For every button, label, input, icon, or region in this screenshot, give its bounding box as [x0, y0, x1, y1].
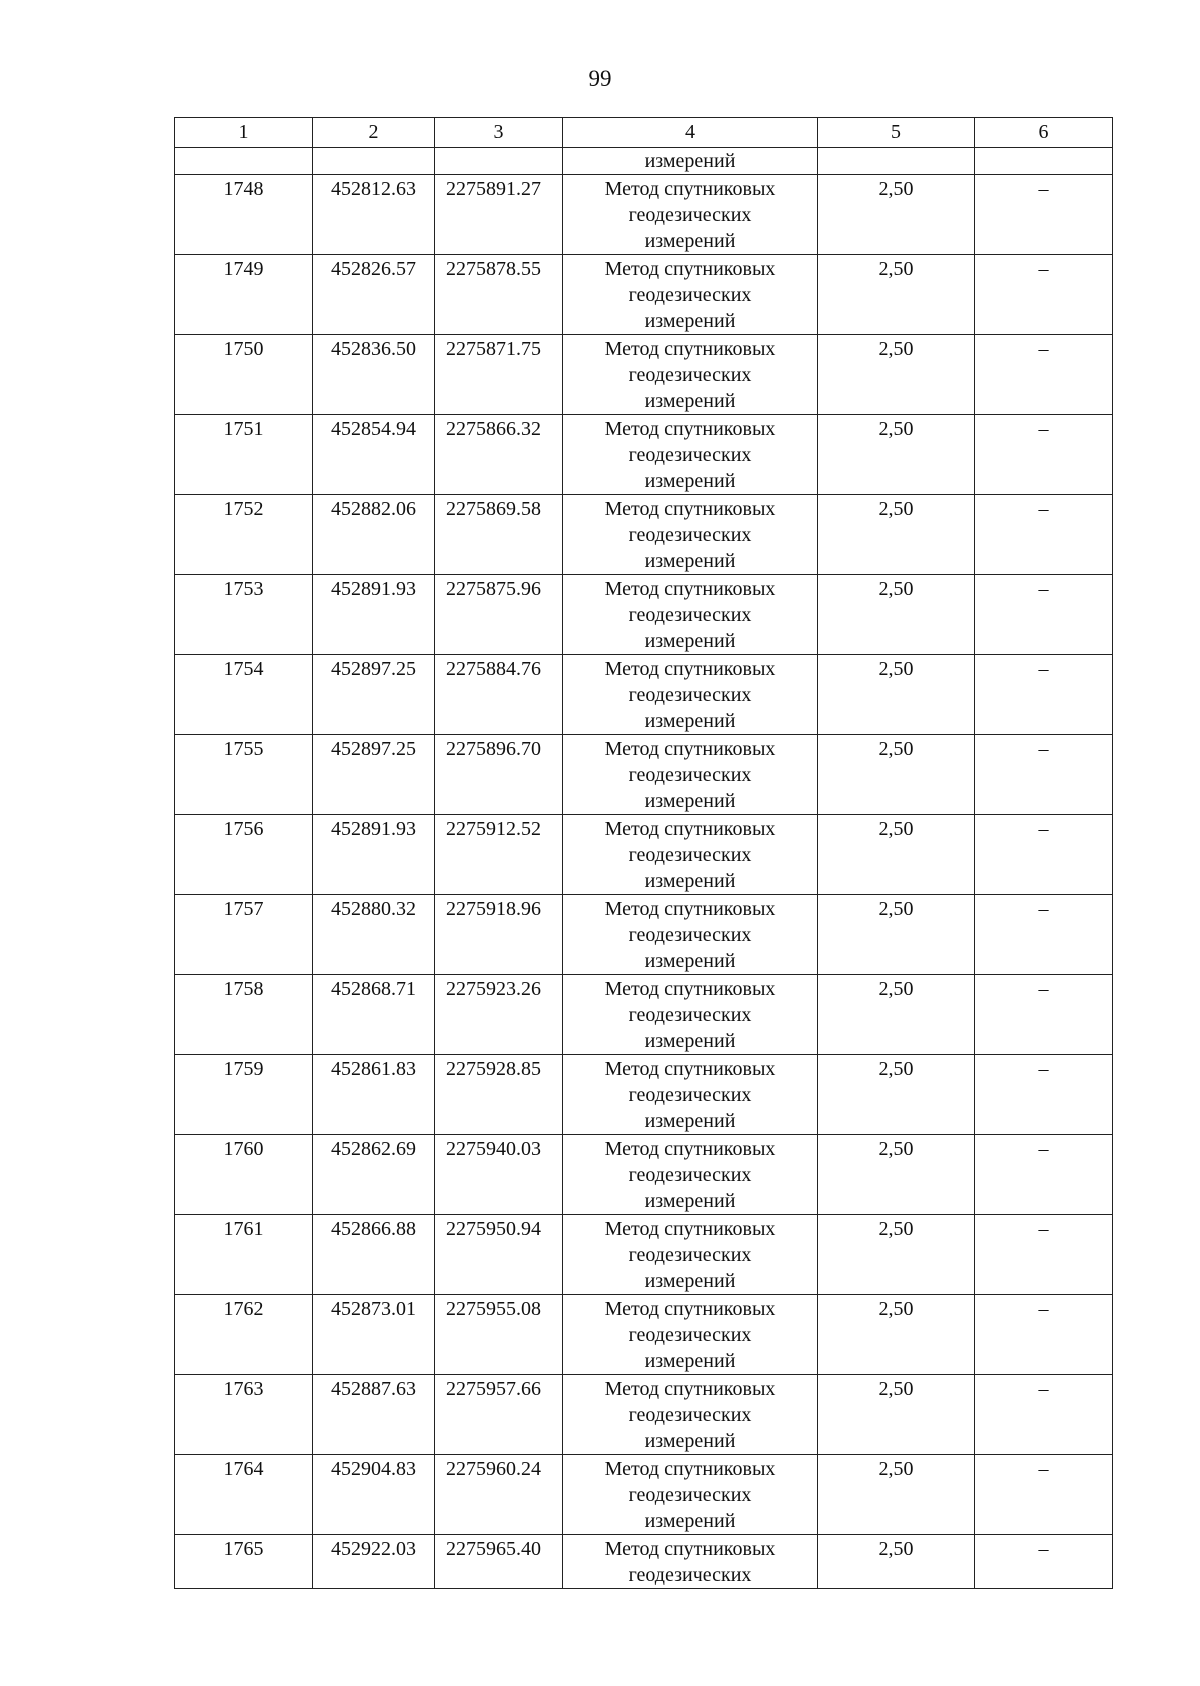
- point-number-cell: 1762: [175, 1295, 313, 1375]
- method-text-line: геодезических: [628, 1164, 752, 1186]
- x-coordinate-cell: 452897.25: [313, 655, 435, 735]
- method-text-line: Метод спутниковых: [604, 1378, 776, 1400]
- x-coordinate-cell: 452891.93: [313, 815, 435, 895]
- table-row: [175, 895, 1113, 975]
- table-row: [175, 575, 1113, 655]
- method-text-line: Метод спутниковых: [604, 1538, 776, 1560]
- column-header: 4: [563, 118, 818, 148]
- note-cell: –: [975, 1215, 1113, 1295]
- method-text-line: геодезических: [628, 844, 752, 866]
- accuracy-cell: 2,50: [818, 175, 975, 255]
- accuracy-cell: 2,50: [818, 975, 975, 1055]
- note-cell: –: [975, 335, 1113, 415]
- method-text-line: Метод спутниковых: [604, 1058, 776, 1080]
- method-text-line: Метод спутниковых: [604, 578, 776, 600]
- method-cell: [563, 1055, 818, 1135]
- method-text-line: Метод спутниковых: [604, 258, 776, 280]
- method-text-line: геодезических: [628, 364, 752, 386]
- point-number-cell: 1759: [175, 1055, 313, 1135]
- method-text-line: измерений: [644, 550, 736, 572]
- method-text-line: Метод спутниковых: [604, 498, 776, 520]
- point-number-cell: 1753: [175, 575, 313, 655]
- page-number: 99: [588, 66, 612, 91]
- accuracy-cell: 2,50: [818, 1295, 975, 1375]
- column-header: 2: [313, 118, 435, 148]
- method-cell: [563, 255, 818, 335]
- column-header: 3: [435, 118, 563, 148]
- y-coordinate-cell: 2275912.52: [435, 815, 563, 895]
- y-coordinate-cell: 2275891.27: [435, 175, 563, 255]
- method-text-line: Метод спутниковых: [604, 1138, 776, 1160]
- method-text-line: геодезических: [628, 1404, 752, 1426]
- accuracy-cell: 2,50: [818, 255, 975, 335]
- x-coordinate-cell: 452891.93: [313, 575, 435, 655]
- x-coordinate-cell: 452873.01: [313, 1295, 435, 1375]
- note-cell: –: [975, 655, 1113, 735]
- header-row: [175, 118, 1113, 148]
- point-number-cell: 1765: [175, 1535, 313, 1589]
- coordinates-table: [174, 117, 1113, 1589]
- x-coordinate-cell: 452868.71: [313, 975, 435, 1055]
- method-text-line: геодезических: [628, 1004, 752, 1026]
- method-text-line: Метод спутниковых: [604, 1458, 776, 1480]
- method-cell: [563, 655, 818, 735]
- method-text-line: измерений: [644, 310, 736, 332]
- x-coordinate-cell: 452880.32: [313, 895, 435, 975]
- x-coordinate-cell: 452862.69: [313, 1135, 435, 1215]
- point-number-cell: 1748: [175, 175, 313, 255]
- note-cell: –: [975, 815, 1113, 895]
- y-coordinate-cell: 2275940.03: [435, 1135, 563, 1215]
- method-text-line: геодезических: [628, 1324, 752, 1346]
- column-header: 6: [975, 118, 1113, 148]
- note-cell: –: [975, 975, 1113, 1055]
- method-text-line: измерений: [644, 790, 736, 812]
- note-cell: –: [975, 1535, 1113, 1589]
- method-text-line: измерений: [644, 950, 736, 972]
- method-text-line: Метод спутниковых: [604, 978, 776, 1000]
- accuracy-cell: 2,50: [818, 1535, 975, 1589]
- method-text-line: геодезических: [628, 204, 752, 226]
- x-coordinate-cell: 452887.63: [313, 1375, 435, 1455]
- point-number-cell: 1756: [175, 815, 313, 895]
- accuracy-cell: 2,50: [818, 895, 975, 975]
- table-row: [175, 735, 1113, 815]
- accuracy-cell: 2,50: [818, 735, 975, 815]
- x-coordinate-cell: 452826.57: [313, 255, 435, 335]
- accuracy-cell: 2,50: [818, 335, 975, 415]
- y-coordinate-cell: 2275957.66: [435, 1375, 563, 1455]
- table-row: [175, 1455, 1113, 1535]
- table-row: [175, 255, 1113, 335]
- method-text-line: геодезических: [628, 1244, 752, 1266]
- accuracy-cell: 2,50: [818, 1135, 975, 1215]
- x-coordinate-cell: 452836.50: [313, 335, 435, 415]
- table-row: [175, 1215, 1113, 1295]
- continuation-row: [175, 148, 1113, 175]
- table-row: [175, 1295, 1113, 1375]
- accuracy-cell: 2,50: [818, 655, 975, 735]
- note-cell: –: [975, 1455, 1113, 1535]
- empty-cell: [313, 148, 435, 175]
- method-cell: [563, 1295, 818, 1375]
- method-text-line: геодезических: [628, 1564, 752, 1586]
- y-coordinate-cell: 2275928.85: [435, 1055, 563, 1135]
- y-coordinate-cell: 2275950.94: [435, 1215, 563, 1295]
- method-cell: [563, 975, 818, 1055]
- y-coordinate-cell: 2275871.75: [435, 335, 563, 415]
- method-text-line: геодезических: [628, 444, 752, 466]
- method-cell: [563, 735, 818, 815]
- method-text-line: Метод спутниковых: [604, 658, 776, 680]
- method-text-line: измерений: [644, 1350, 736, 1372]
- point-number-cell: 1764: [175, 1455, 313, 1535]
- y-coordinate-cell: 2275923.26: [435, 975, 563, 1055]
- point-number-cell: 1760: [175, 1135, 313, 1215]
- accuracy-cell: 2,50: [818, 575, 975, 655]
- note-cell: –: [975, 175, 1113, 255]
- y-coordinate-cell: 2275869.58: [435, 495, 563, 575]
- accuracy-cell: 2,50: [818, 1455, 975, 1535]
- y-coordinate-cell: 2275918.96: [435, 895, 563, 975]
- method-cell: [563, 1375, 818, 1455]
- empty-cell: [175, 148, 313, 175]
- point-number-cell: 1755: [175, 735, 313, 815]
- method-text-line: Метод спутниковых: [604, 898, 776, 920]
- method-text-line: измерений: [644, 1430, 736, 1452]
- continuation-text: измерений: [563, 148, 818, 175]
- accuracy-cell: 2,50: [818, 815, 975, 895]
- y-coordinate-cell: 2275878.55: [435, 255, 563, 335]
- table-row: [175, 1135, 1113, 1215]
- method-text-line: геодезических: [628, 1484, 752, 1506]
- table-row: [175, 175, 1113, 255]
- method-text-line: измерений: [644, 390, 736, 412]
- method-text-line: измерений: [644, 870, 736, 892]
- y-coordinate-cell: 2275866.32: [435, 415, 563, 495]
- table-row: [175, 655, 1113, 735]
- method-cell: [563, 895, 818, 975]
- point-number-cell: 1763: [175, 1375, 313, 1455]
- method-cell: [563, 335, 818, 415]
- method-cell: [563, 495, 818, 575]
- x-coordinate-cell: 452866.88: [313, 1215, 435, 1295]
- method-text-line: Метод спутниковых: [604, 818, 776, 840]
- accuracy-cell: 2,50: [818, 415, 975, 495]
- note-cell: –: [975, 1055, 1113, 1135]
- empty-cell: [435, 148, 563, 175]
- point-number-cell: 1751: [175, 415, 313, 495]
- note-cell: –: [975, 735, 1113, 815]
- x-coordinate-cell: 452882.06: [313, 495, 435, 575]
- method-text-line: измерений: [644, 710, 736, 732]
- table-row: [175, 335, 1113, 415]
- note-cell: –: [975, 1375, 1113, 1455]
- method-text-line: геодезических: [628, 924, 752, 946]
- method-text-line: геодезических: [628, 1084, 752, 1106]
- method-cell: [563, 1535, 818, 1589]
- note-cell: –: [975, 255, 1113, 335]
- table-row: [175, 815, 1113, 895]
- method-cell: [563, 815, 818, 895]
- note-cell: –: [975, 1135, 1113, 1215]
- x-coordinate-cell: 452904.83: [313, 1455, 435, 1535]
- y-coordinate-cell: 2275875.96: [435, 575, 563, 655]
- note-cell: –: [975, 415, 1113, 495]
- x-coordinate-cell: 452897.25: [313, 735, 435, 815]
- method-cell: [563, 1215, 818, 1295]
- table-row: [175, 1535, 1113, 1589]
- accuracy-cell: 2,50: [818, 1055, 975, 1135]
- table-row: [175, 1375, 1113, 1455]
- method-cell: [563, 1135, 818, 1215]
- column-header: 1: [175, 118, 313, 148]
- y-coordinate-cell: 2275896.70: [435, 735, 563, 815]
- accuracy-cell: 2,50: [818, 1215, 975, 1295]
- method-text-line: измерений: [644, 1190, 736, 1212]
- x-coordinate-cell: 452854.94: [313, 415, 435, 495]
- table-row: [175, 495, 1113, 575]
- method-cell: [563, 175, 818, 255]
- column-header: 5: [818, 118, 975, 148]
- table-row: [175, 1055, 1113, 1135]
- accuracy-cell: 2,50: [818, 495, 975, 575]
- point-number-cell: 1749: [175, 255, 313, 335]
- y-coordinate-cell: 2275960.24: [435, 1455, 563, 1535]
- table-row: [175, 415, 1113, 495]
- method-text-line: измерений: [644, 1510, 736, 1532]
- method-text-line: Метод спутниковых: [604, 418, 776, 440]
- empty-cell: [975, 148, 1113, 175]
- x-coordinate-cell: 452922.03: [313, 1535, 435, 1589]
- method-text-line: измерений: [644, 630, 736, 652]
- y-coordinate-cell: 2275884.76: [435, 655, 563, 735]
- accuracy-cell: 2,50: [818, 1375, 975, 1455]
- table-row: [175, 975, 1113, 1055]
- y-coordinate-cell: 2275965.40: [435, 1535, 563, 1589]
- y-coordinate-cell: 2275955.08: [435, 1295, 563, 1375]
- method-cell: [563, 415, 818, 495]
- method-cell: [563, 1455, 818, 1535]
- method-text-line: измерений: [644, 470, 736, 492]
- note-cell: –: [975, 495, 1113, 575]
- point-number-cell: 1758: [175, 975, 313, 1055]
- point-number-cell: 1754: [175, 655, 313, 735]
- note-cell: –: [975, 895, 1113, 975]
- method-text-line: геодезических: [628, 764, 752, 786]
- method-text-line: Метод спутниковых: [604, 738, 776, 760]
- method-text-line: измерений: [644, 1270, 736, 1292]
- note-cell: –: [975, 575, 1113, 655]
- method-text-line: измерений: [644, 1030, 736, 1052]
- point-number-cell: 1750: [175, 335, 313, 415]
- point-number-cell: 1757: [175, 895, 313, 975]
- method-cell: [563, 575, 818, 655]
- coordinates-table-body: [175, 118, 1113, 1589]
- point-number-cell: 1752: [175, 495, 313, 575]
- method-text-line: геодезических: [628, 524, 752, 546]
- x-coordinate-cell: 452812.63: [313, 175, 435, 255]
- method-text-line: измерений: [644, 230, 736, 252]
- method-text-line: Метод спутниковых: [604, 1298, 776, 1320]
- method-text-line: Метод спутниковых: [604, 338, 776, 360]
- method-text-line: Метод спутниковых: [604, 178, 776, 200]
- x-coordinate-cell: 452861.83: [313, 1055, 435, 1135]
- method-text-line: геодезических: [628, 684, 752, 706]
- method-text-line: Метод спутниковых: [604, 1218, 776, 1240]
- method-text-line: геодезических: [628, 604, 752, 626]
- method-text-line: геодезических: [628, 284, 752, 306]
- note-cell: –: [975, 1295, 1113, 1375]
- empty-cell: [818, 148, 975, 175]
- method-text-line: измерений: [644, 1110, 736, 1132]
- point-number-cell: 1761: [175, 1215, 313, 1295]
